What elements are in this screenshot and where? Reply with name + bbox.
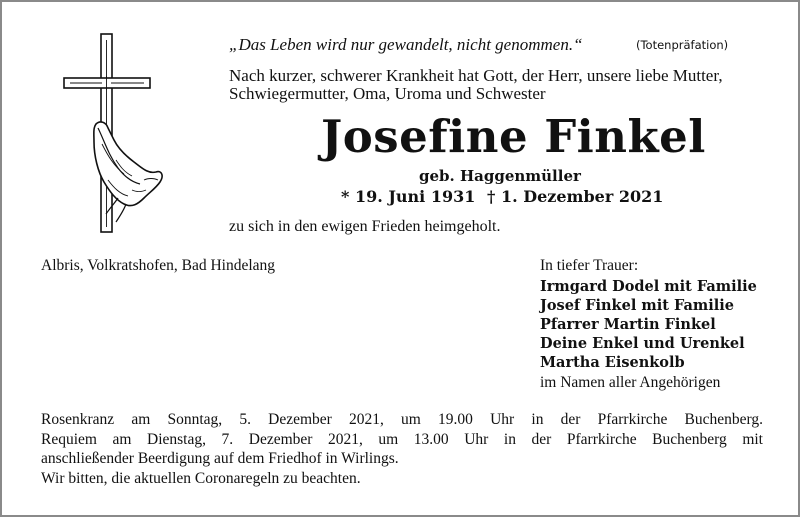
mourner-name: Josef Finkel mit Familie	[540, 297, 734, 314]
service-line-notice: Wir bitten, die aktuellen Coronaregeln zu beachten.	[41, 469, 361, 487]
service-line-requiem: Requiem am Dienstag, 7. Dezember 2021, um 13.00 Uhr in der Pfarrkirche Buchenberg mit	[41, 430, 763, 448]
places: Albris, Volkratshofen, Bad Hindelang	[41, 257, 276, 274]
mourning-footer: im Namen aller Angehörigen	[540, 374, 721, 391]
mourner-name: Deine Enkel und Urenkel	[540, 335, 745, 352]
mourner-name: Martha Eisenkolb	[540, 354, 685, 371]
motto-quote: „Das Leben wird nur gewandelt, nicht genommen.“	[229, 35, 583, 54]
service-line-rosary: Rosenkranz am Sonntag, 5. Dezember 2021, um 19.00 Uhr in der Pfarrkirche Buchenberg.	[41, 411, 763, 428]
intro-line-1: Nach kurzer, schwerer Krankheit hat Gott, der Herr, unsere liebe Mutter,	[229, 66, 723, 85]
deceased-name: Josefine Finkel	[321, 110, 706, 163]
service-details	[41, 410, 763, 488]
motto-source: (Totenpräfation)	[636, 38, 729, 52]
intro-line-2: Schwiegermutter, Oma, Uroma und Schwester	[229, 84, 546, 103]
mourning-heading: In tiefer Trauer:	[540, 257, 639, 274]
maiden-name: geb. Haggenmüller	[419, 167, 581, 185]
cross-with-praying-hands-icon	[58, 32, 178, 237]
service-line-burial: anschließender Beerdigung auf dem Friedhof in Wirlings.	[41, 450, 399, 467]
mourners-list	[540, 277, 757, 372]
birth-date: * 19. Juni 1931	[341, 187, 476, 206]
mourner-name: Irmgard Dodel mit Familie	[540, 278, 757, 295]
mourner-name: Pfarrer Martin Finkel	[540, 316, 716, 333]
death-date: † 1. Dezember 2021	[487, 187, 664, 206]
peace-line: zu sich in den ewigen Frieden heimgeholt.	[229, 218, 501, 235]
